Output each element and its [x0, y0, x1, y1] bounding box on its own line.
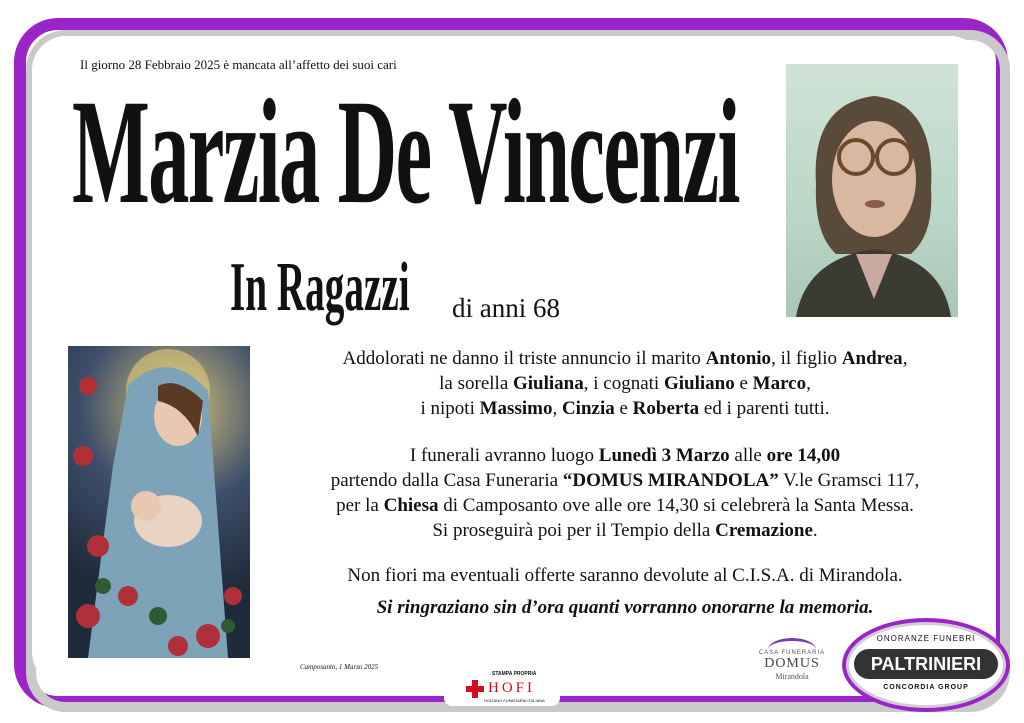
place-date: Camposanto, 1 Marzo 2025	[300, 663, 379, 671]
text-line: i nipoti Massimo, Cinzia e Roberta ed i parenti tutti.	[420, 398, 830, 419]
paltrinieri-sub-label: CONCORDIA GROUP	[883, 684, 969, 691]
printer-logo-block	[444, 668, 560, 706]
text-line: partendo dalla Casa Funeraria “DOMUS MIRANDOLA” V.le Gramsci 117,	[330, 470, 920, 491]
portrait-photo	[786, 64, 958, 317]
text-line: I funerali avranno luogo Lunedì 3 Marzo alle ore 14,00	[409, 445, 841, 466]
age-text: di anni 68	[452, 293, 560, 323]
madonna-image	[68, 346, 250, 658]
paltrinieri-name: PALTRINIERI	[854, 649, 998, 679]
domus-name: DOMUS	[764, 656, 820, 671]
deceased-name: Marzia De Vincenzi	[72, 69, 739, 235]
domus-city: Mirandola	[775, 672, 809, 681]
hofi-logo-icon	[466, 680, 484, 698]
funeral-paragraph	[280, 443, 970, 543]
domus-arc-icon	[768, 638, 816, 661]
text-line: per la Chiesa di Camposanto ove alle ore 14,30 si celebrerà la Santa Messa.	[336, 495, 914, 516]
printer-sub-label: HOLDING FUNERARIA ITALIANA	[484, 698, 545, 703]
family-paragraph	[280, 346, 970, 421]
paltrinieri-top-label: ONORANZE FUNEBRI	[876, 634, 976, 643]
donations-paragraph: Non fiori ma eventuali offerte saranno devolute al C.I.S.A. di Mirandola.	[347, 565, 903, 586]
printer-name: HOFI	[488, 680, 536, 696]
text-line: la sorella Giuliana, i cognati Giuliano e Marco,	[439, 373, 811, 394]
married-name: In Ragazzi	[230, 249, 410, 326]
paltrinieri-logo	[842, 618, 1010, 712]
text-line: Addolorati ne danno il triste annuncio il marito Antonio, il figlio Andrea,	[342, 348, 908, 369]
domus-logo	[752, 638, 832, 688]
thanks-paragraph: Si ringraziano sin d’ora quanti vorranno onorarne la memoria.	[376, 597, 874, 618]
text-line: Si proseguirà poi per il Tempio della Cremazione.	[432, 520, 818, 541]
intro-text: Il giorno 28 Febbraio 2025 è mancata all’affetto dei suoi cari	[80, 57, 397, 72]
domus-top-label: CASA FUNERARIA	[758, 650, 826, 656]
printer-pre-label: STAMPA PROPRIA	[492, 671, 537, 677]
